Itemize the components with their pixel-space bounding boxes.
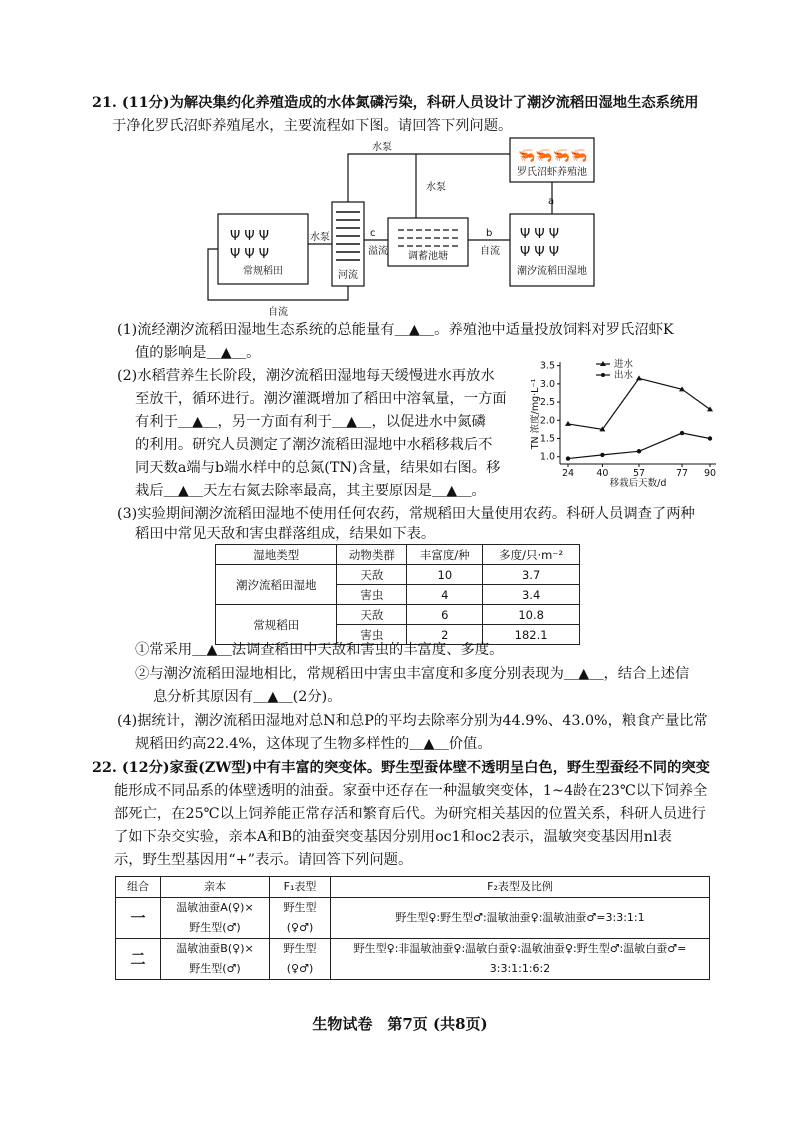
y-tick-label: 1.5 <box>539 433 555 445</box>
table-cell: 野生型♀:野生型♂:温敏油蚕♀:温敏油蚕♂=3:3:1:1 <box>331 898 710 939</box>
page-footer: 生物试卷 第7页 (共8页) <box>312 1015 488 1033</box>
table-cell: 2 <box>407 625 483 645</box>
table-header: 丰富度/种 <box>407 545 483 565</box>
x-tick-label: 77 <box>675 468 689 479</box>
q21-p3-line2: 稻田中常见天敌和害虫群落组成，结果如下表。 <box>135 526 436 542</box>
q21-p4-line1: (4)据统计，潮汐流稻田湿地对总N和总P的平均去除率分别为44.9%、43.0%，粮食产量比常 <box>117 713 708 729</box>
regular-field-label: 常规稻田 <box>243 266 283 277</box>
y-tick-label: 2.0 <box>539 415 555 427</box>
table-cell: 10 <box>407 565 483 585</box>
q21-p2-line6: 栽后＿▲＿天左右氮去除率最高，其主要原因是＿▲＿。 <box>135 483 486 499</box>
data-point <box>600 453 604 457</box>
q22-line4: 了如下杂交实验，亲本A和B的油蚕突变基因分别用oc1和oc2表示，温敏突变基因用nl表 <box>114 829 672 845</box>
q21-p3-line1: (3)实验期间潮汐流稻田湿地不使用任何农药，常规稻田大量使用农药。科研人员调查了两种 <box>117 506 695 522</box>
tidal-wetland-label: 潮汐流稻田湿地 <box>517 266 587 277</box>
q21-p1-line2: 值的影响是＿▲＿。 <box>135 345 261 361</box>
legend-label: 出水 <box>614 370 634 381</box>
self-flow-bottom-label: 自流 <box>268 307 288 318</box>
shrimp-pond-label: 罗氏沼虾养殖池 <box>517 167 587 178</box>
group-number: 一 <box>116 898 161 939</box>
wetland-type: 常规稻田 <box>216 605 337 645</box>
table-header: 湿地类型 <box>216 545 337 565</box>
data-point <box>637 449 641 453</box>
table-cell: 6 <box>407 605 483 625</box>
overflow-label: 溢流 <box>368 246 388 257</box>
table-cell: 害虫 <box>337 585 407 605</box>
flow-diagram <box>200 132 620 322</box>
shrimp-icon: 🦐🦐🦐🦐 <box>518 148 588 164</box>
q21-p2-line2: 至放干，循环进行。潮汐灌溉增加了稻田中溶氧量，一方面 <box>135 391 507 407</box>
q21-p2-line5: 同天数a端与b端水样中的总氮(TN)含量，结果如右图。移 <box>135 460 501 476</box>
x-tick-label: 57 <box>632 468 646 479</box>
table-row <box>216 565 580 585</box>
q21-p3-sub2-line1: ②与潮汐流稻田湿地相比，常规稻田中害虫丰富度和多度分别表现为＿▲＿，结合上述信 <box>135 666 690 682</box>
table-header: F₂表型及比例 <box>331 877 710 898</box>
grass-icon: Ψ Ψ Ψ <box>230 229 269 244</box>
y-tick-label: 3.0 <box>539 378 555 390</box>
table-cell: 害虫 <box>337 625 407 645</box>
table-cell: 温敏油蚕B(♀)× 野生型(♂) <box>161 939 270 980</box>
self-flow-right-label: 自流 <box>480 246 500 257</box>
legend-label: 进水 <box>614 359 634 370</box>
q21-p4-line2: 规稻田约高22.4%，这体现了生物多样性的＿▲＿价值。 <box>135 736 492 752</box>
data-point <box>565 421 571 426</box>
label-a: a <box>548 196 555 207</box>
table-cell: 3.7 <box>483 565 580 585</box>
table-cell: 野生型 (♀♂) <box>270 898 331 939</box>
table-cell: 182.1 <box>483 625 580 645</box>
grass-icon: Ψ Ψ Ψ <box>520 227 559 242</box>
y-tick-label: 1.0 <box>539 451 555 463</box>
q21-p1-line1: (1)流经潮汐流稻田湿地生态系统的总能量有＿▲＿。养殖池中适量投放饲料对罗氏沼虾K <box>117 322 674 338</box>
table-cell: 3.4 <box>483 585 580 605</box>
q21-p3-sub2-line2: 息分析其原因有＿▲＿(2分)。 <box>153 689 342 705</box>
y-tick-label: 3.5 <box>539 360 555 372</box>
label-c: c <box>370 228 376 239</box>
data-point <box>636 375 642 380</box>
q22-line3: 部死亡，在25℃以上饲养能正常存活和繁育后代。为研究相关基因的位置关系，科研人员进行 <box>114 806 706 822</box>
table-cell: 10.8 <box>483 605 580 625</box>
y-axis-label: TN 浓度/mg·L⁻¹ <box>530 378 541 450</box>
data-point <box>566 456 570 460</box>
cross-table <box>115 876 710 980</box>
series-line-inflow <box>568 378 710 429</box>
table-header: 亲本 <box>161 877 270 898</box>
table-cell: 天敌 <box>337 605 407 625</box>
community-table <box>215 544 580 645</box>
grass-icon: Ψ Ψ Ψ <box>230 247 269 262</box>
q22-line5: 示，野生型基因用“+”表示。请回答下列问题。 <box>114 852 413 868</box>
table-cell: 野生型 (♀♂) <box>270 939 331 980</box>
q21-p2-line1: (2)水稻营养生长阶段，潮汐流稻田湿地每天缓慢进水再放水 <box>117 368 495 384</box>
tn-line-chart <box>530 352 720 490</box>
q21-p2-line4: 的利用。研究人员测定了潮汐流稻田湿地中水稻移栽后不 <box>135 437 493 453</box>
q21-p3-sub1: ①常采用＿▲＿法调查稻田中天敌和害虫的丰富度、多度。 <box>135 642 504 658</box>
table-cell: 天敌 <box>337 565 407 585</box>
q21-line2: 于净化罗氏沼虾养殖尾水，主要流程如下图。请回答下列问题。 <box>112 118 513 134</box>
q21-p2-line3: 有利于＿▲＿，另一方面有利于＿▲＿，以促进水中氮磷 <box>135 414 486 430</box>
label-b: b <box>486 228 493 239</box>
q22-line1: 22. (12分)家蚕(ZW型)中有丰富的突变体。野生型蚕体壁不透明呈白色，野生型蚕经不同的突变 <box>92 760 710 776</box>
y-tick-label: 2.5 <box>539 397 555 409</box>
x-tick-label: 90 <box>703 468 717 479</box>
table-row <box>116 939 710 980</box>
table-cell: 野生型♀:非温敏油蚕♀:温敏白蚕♀:温敏油蚕♀:野生型♂:温敏白蚕♂= 3:3:1:1:6:2 <box>331 939 710 980</box>
table-cell: 温敏油蚕A(♀)× 野生型(♂) <box>161 898 270 939</box>
river-label: 河流 <box>338 270 358 281</box>
data-point <box>680 431 684 435</box>
table-cell: 4 <box>407 585 483 605</box>
q22-line2: 能形成不同品系的体壁透明的油蚕。家蚕中还存在一种温敏突变体，1~4龄在23℃以下饲养全 <box>114 783 708 799</box>
pump-label-left: 水泵 <box>310 232 330 243</box>
table-header: F₁表型 <box>270 877 331 898</box>
legend-marker <box>601 373 605 377</box>
q21-line1: 21. (11分)为解决集约化养殖造成的水体氮磷污染，科研人员设计了潮汐流稻田湿地生态系统用 <box>92 95 699 111</box>
series-line-outflow <box>568 433 710 459</box>
data-point <box>707 406 713 411</box>
table-row <box>216 605 580 625</box>
table-header: 动物类群 <box>337 545 407 565</box>
pump-line-top <box>348 154 510 202</box>
regulation-pond-label: 调蓄池塘 <box>408 251 448 262</box>
pump-label-top: 水泵 <box>372 142 392 153</box>
table-row <box>116 898 710 939</box>
grass-icon: Ψ Ψ Ψ <box>520 245 559 260</box>
wetland-type: 潮汐流稻田湿地 <box>216 565 337 605</box>
x-tick-label: 24 <box>561 468 575 479</box>
group-number: 二 <box>116 939 161 980</box>
x-axis-label: 移栽后天数/d <box>609 478 667 489</box>
pump-label-mid: 水泵 <box>426 182 446 193</box>
x-tick-label: 40 <box>596 468 609 479</box>
table-header: 多度/只·m⁻² <box>483 545 580 565</box>
data-point <box>708 436 712 440</box>
table-header: 组合 <box>116 877 161 898</box>
